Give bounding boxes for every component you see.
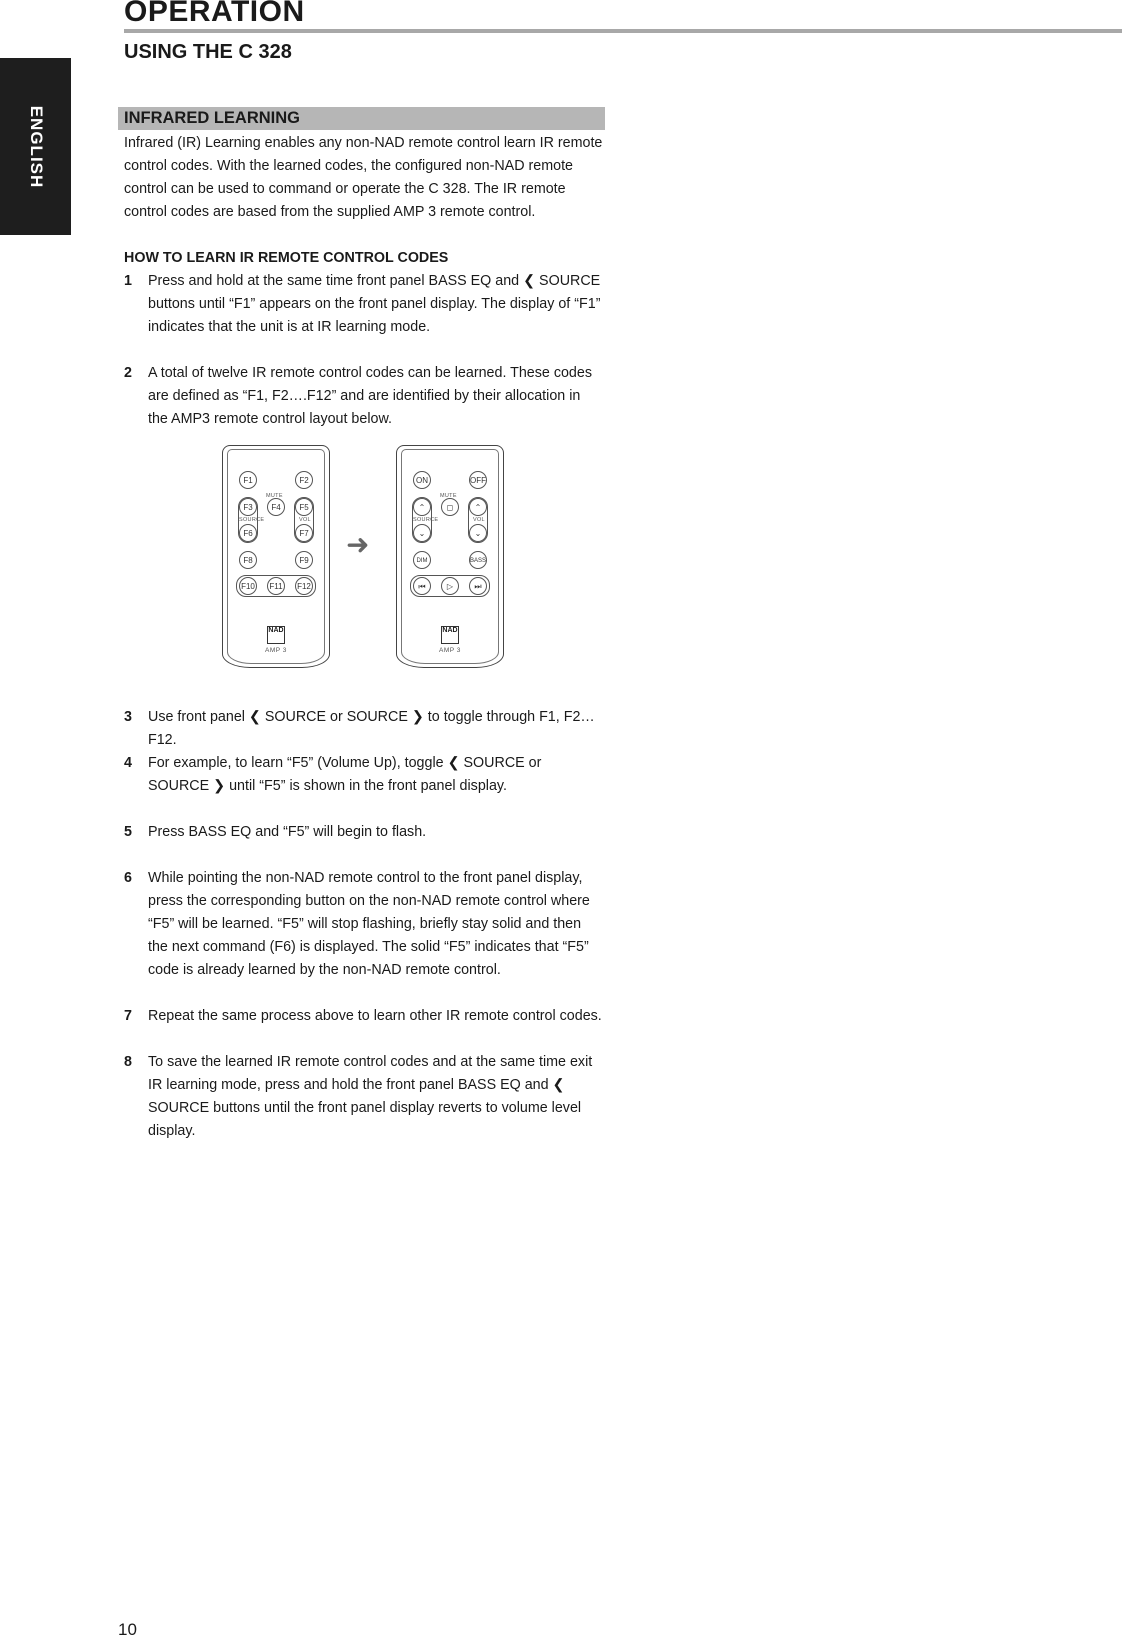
mute-label: MUTE [266, 493, 283, 499]
source-up-icon: ⌃ [413, 498, 431, 516]
step-text: For example, to learn “F5” (Volume Up), toggle ❮ SOURCE or SOURCE ❯ until “F5” is shown in the front panel display. [148, 755, 542, 794]
step-number: 7 [124, 1008, 132, 1024]
step-text: Press BASS EQ and “F5” will begin to flash. [148, 824, 427, 840]
remote-button-f10: F10 [239, 577, 257, 595]
page-title: OPERATION [124, 0, 305, 28]
step-text: Use front panel ❮ SOURCE or SOURCE ❯ to toggle through F1, F2…F12. [148, 709, 595, 748]
step-item [124, 362, 604, 431]
remote-amp3-layout [396, 445, 504, 668]
vol-label: VOL [299, 517, 311, 523]
remote-button-on: ON [413, 471, 431, 489]
mute-label: MUTE [440, 493, 457, 499]
page-subtitle: USING THE C 328 [124, 41, 292, 63]
remote-button-f11: F11 [267, 577, 285, 595]
source-label: SOURCE [239, 517, 265, 523]
step-item [124, 706, 604, 752]
remote-button-f5: F5 [295, 498, 313, 516]
next-track-icon: ⏭ [469, 577, 487, 595]
step-number: 5 [124, 824, 132, 840]
step-number: 1 [124, 273, 132, 289]
remote-button-f12: F12 [295, 577, 313, 595]
section-heading-bar [118, 107, 605, 130]
step-text: A total of twelve IR remote control codes can be learned. These codes are defined as “F1, F2….F12” and are identified by their allocation in the AMP3 remote control layout below. [148, 365, 592, 427]
step-item [124, 270, 604, 339]
play-icon: ▷ [441, 577, 459, 595]
mute-speaker-icon: ◻ [441, 498, 459, 516]
source-label: SOURCE [413, 517, 439, 523]
step-item [124, 821, 604, 844]
step-item [124, 867, 604, 982]
nad-logo: NAD [441, 626, 459, 644]
remote-button-f4: F4 [267, 498, 285, 516]
step-text: While pointing the non-NAD remote control to the front panel display, press the corresponding button on the non-NAD remote control where “F5” will be learned. “F5” will stop flashing, briefly stay solid and then the next command (F6) is displayed. The solid “F5” indicates that “F5” code is already learned by the non-NAD remote control. [148, 870, 590, 978]
remote-button-f9: F9 [295, 551, 313, 569]
step-number: 8 [124, 1054, 132, 1070]
source-down-icon: ⌄ [413, 524, 431, 542]
volume-down-icon: ⌄ [469, 524, 487, 542]
remote-button-dim: DIM [413, 551, 431, 569]
section-title: INFRARED LEARNING [124, 109, 300, 127]
step-item [124, 1051, 604, 1143]
page-number: 10 [118, 1620, 137, 1639]
remote-function-layout [222, 445, 330, 668]
step-number: 4 [124, 755, 132, 771]
step-text: Press and hold at the same time front panel BASS EQ and ❮ SOURCE buttons until “F1” appears on the front panel display. The display of “F1” indicates that the unit is at IR learning mode. [148, 273, 601, 335]
remote-button-f1: F1 [239, 471, 257, 489]
step-number: 6 [124, 870, 132, 886]
previous-track-icon: ⏮ [413, 577, 431, 595]
header-rule [124, 29, 1122, 33]
remote-button-f6: F6 [239, 524, 257, 542]
step-number: 3 [124, 709, 132, 725]
step-number: 2 [124, 365, 132, 381]
remote-button-f2: F2 [295, 471, 313, 489]
remote-button-bass: BASS [469, 551, 487, 569]
section-intro: Infrared (IR) Learning enables any non-NAD remote control learn IR remote control codes. With the learned codes, the configured non-NAD remote control can be used to command or operate the C 328. The IR remote control codes are based from the supplied AMP 3 remote control. [124, 135, 603, 220]
step-text: Repeat the same process above to learn other IR remote control codes. [148, 1008, 602, 1024]
remote-button-f8: F8 [239, 551, 257, 569]
language-tab-label: ENGLISH [26, 105, 46, 188]
volume-up-icon: ⌃ [469, 498, 487, 516]
step-text: To save the learned IR remote control codes and at the same time exit IR learning mode, press and hold the front panel BASS EQ and ❮ SOURCE buttons until the front panel display reverts to volume level display. [148, 1054, 593, 1139]
remote-button-off: OFF [469, 471, 487, 489]
step-item [124, 752, 604, 798]
arrow-right-icon: ➜ [346, 529, 370, 560]
step-item [124, 1005, 604, 1028]
remote-button-f7: F7 [295, 524, 313, 542]
model-label: AMP 3 [265, 647, 287, 654]
language-tab [0, 58, 71, 235]
nad-logo: NAD [267, 626, 285, 644]
vol-label: VOL [473, 517, 485, 523]
model-label: AMP 3 [439, 647, 461, 654]
howto-title: HOW TO LEARN IR REMOTE CONTROL CODES [124, 250, 449, 266]
remote-button-f3: F3 [239, 498, 257, 516]
